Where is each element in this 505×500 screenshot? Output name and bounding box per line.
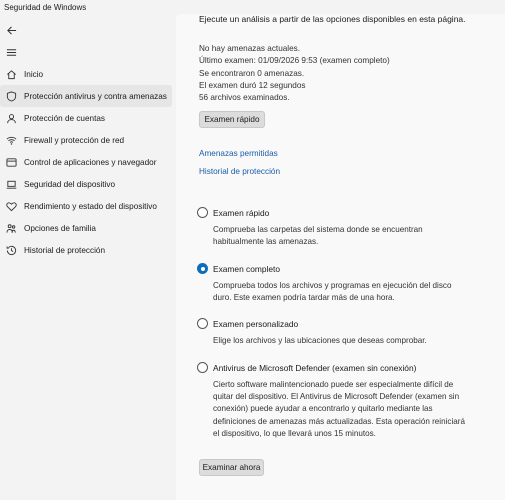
description-line: Comprueba todos los archivos y programas en ejecución del disco <box>213 281 452 290</box>
scan-duration-text: El examen duró 12 segundos <box>199 80 306 90</box>
scan-option-label: Examen personalizado <box>213 318 299 329</box>
description-line: Comprueba las carpetas del sistema donde se encuentran <box>213 225 423 234</box>
scan-option-description <box>213 280 487 304</box>
scan-option-description <box>213 379 487 440</box>
scan-option-quick[interactable] <box>197 207 487 248</box>
description-line: definiciones de amenazas más actualizadas. Esta operación reiniciará <box>213 416 465 426</box>
family-icon <box>5 222 17 234</box>
main-content <box>176 14 505 500</box>
app-browser-icon <box>5 156 17 168</box>
files-scanned-text: 56 archivos examinados. <box>199 93 290 103</box>
hamburger-icon <box>6 47 17 58</box>
sidebar-item-family[interactable] <box>0 217 172 239</box>
sidebar-item-label: Historial de protección <box>24 245 106 255</box>
sidebar-nav <box>0 63 176 261</box>
description-line: el dispositivo, lo que llevará unos 15 minutos. <box>213 428 376 438</box>
radio-button-selected[interactable] <box>197 263 208 274</box>
sidebar-item-label: Opciones de familia <box>24 223 96 233</box>
scan-option-offline[interactable] <box>197 362 487 440</box>
wifi-icon <box>5 134 17 146</box>
scan-option-full[interactable] <box>197 263 487 304</box>
back-button[interactable] <box>4 23 18 37</box>
sidebar-item-label: Protección de cuentas <box>24 113 106 123</box>
protection-history-link[interactable]: Historial de protección <box>199 167 281 176</box>
scan-now-button[interactable]: Examinar ahora <box>199 459 264 476</box>
sidebar-item-virus-protection[interactable] <box>0 85 172 107</box>
sidebar-item-protection-history[interactable] <box>0 239 172 261</box>
scan-status <box>199 43 390 104</box>
sidebar-item-label: Seguridad del dispositivo <box>24 179 116 189</box>
last-scan-text: Último examen: 01/09/2026 9:53 (examen completo) <box>199 56 390 66</box>
description-line: quitar del dispositivo. El Antivirus de Microsoft Defender (examen sin <box>213 392 460 402</box>
scan-option-label: Examen rápido <box>213 207 270 218</box>
radio-button[interactable] <box>197 318 208 329</box>
scan-option-label: Examen completo <box>213 263 281 274</box>
sidebar-item-label: Control de aplicaciones y navegador <box>24 157 157 167</box>
description-line: conexión) puede ayudar a encontrarlo y quitarlo mediante las <box>213 404 433 414</box>
laptop-icon <box>5 178 17 190</box>
radio-button[interactable] <box>197 362 208 373</box>
allowed-threats-link[interactable]: Amenazas permitidas <box>199 149 278 158</box>
scan-option-custom[interactable] <box>197 318 487 347</box>
person-icon <box>5 112 17 124</box>
sidebar-item-device-performance[interactable] <box>0 195 172 217</box>
heart-icon <box>5 200 17 212</box>
history-icon <box>5 244 17 256</box>
shield-icon <box>5 90 17 102</box>
radio-button[interactable] <box>197 207 208 218</box>
back-arrow-icon <box>6 25 17 36</box>
quick-scan-button[interactable]: Examen rápido <box>199 111 265 128</box>
no-threats-text: No hay amenazas actuales. <box>199 44 301 53</box>
scan-option-description <box>213 335 487 347</box>
sidebar-item-account-protection[interactable] <box>0 107 172 129</box>
description-line: habitualmente las amenazas. <box>213 237 319 247</box>
description-line: Elige los archivos y las ubicaciones que deseas comprobar. <box>213 336 427 345</box>
sidebar-item-label: Firewall y protección de red <box>24 135 125 145</box>
sidebar-item-app-browser[interactable] <box>0 151 172 173</box>
scan-option-description <box>213 224 487 248</box>
sidebar-item-device-security[interactable] <box>0 173 172 195</box>
sidebar-item-firewall[interactable] <box>0 129 172 151</box>
description-line: duro. Este examen podría tardar más de una hora. <box>213 293 395 303</box>
menu-button[interactable] <box>4 45 18 59</box>
sidebar-item-home[interactable] <box>0 63 172 85</box>
scan-option-label: Antivirus de Microsoft Defender (examen sin conexión) <box>213 362 417 373</box>
threats-found-text: Se encontraron 0 amenazas. <box>199 68 305 78</box>
sidebar-item-label: Inicio <box>24 69 44 79</box>
sidebar-item-label: Rendimiento y estado del dispositivo <box>24 201 157 211</box>
home-icon <box>5 68 17 80</box>
window-title: Seguridad de Windows <box>4 3 87 12</box>
description-line: Cierto software malintencionado puede ser especialmente difícil de <box>213 380 454 389</box>
sidebar-item-label: Protección antivirus y contra amenazas <box>24 91 167 101</box>
intro-text: Ejecute un análisis a partir de las opciones disponibles en esta página. <box>199 14 466 24</box>
